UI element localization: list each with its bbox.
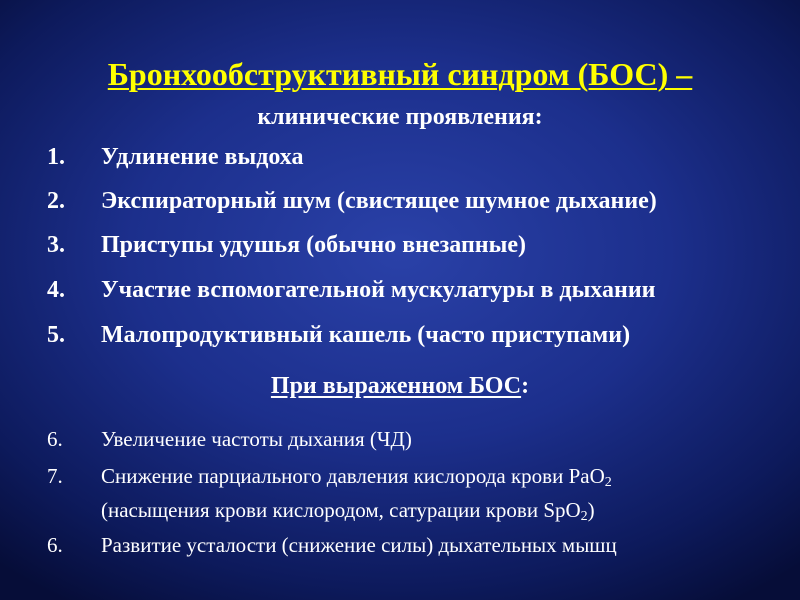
slide-title: Бронхообструктивный синдром (БОС) – bbox=[107, 56, 693, 92]
text-part: (насыщения крови кислородом, сатурации крови SpO bbox=[101, 498, 581, 522]
list-item-number: 1. bbox=[47, 144, 65, 170]
list-item-number: 5. bbox=[47, 322, 65, 348]
slide-subtitle: клинические проявления: bbox=[257, 104, 543, 130]
sub-list-item-text bbox=[101, 496, 595, 524]
list-item bbox=[0, 185, 800, 217]
sub-list-item-continuation bbox=[0, 496, 800, 524]
sub-list-item-text bbox=[101, 462, 612, 490]
sub-list-item bbox=[0, 425, 800, 453]
section-heading-text: При выраженном БОС bbox=[270, 373, 522, 399]
section-heading bbox=[0, 370, 800, 402]
list-item-number: 4. bbox=[47, 277, 65, 303]
sub-list-item-text: Развитие усталости (снижение силы) дыхательных мышц bbox=[101, 533, 617, 557]
section-heading-colon: : bbox=[521, 373, 530, 399]
sub-list-item-number: 7. bbox=[47, 464, 63, 488]
sub-list-item-text: Увеличение частоты дыхания (ЧД) bbox=[101, 427, 412, 451]
list-item-text: Экспираторный шум (свистящее шумное дыхание) bbox=[101, 188, 657, 214]
subscript: 2 bbox=[604, 475, 612, 490]
list-item bbox=[0, 274, 800, 306]
subscript: 2 bbox=[580, 509, 588, 524]
list-item bbox=[0, 141, 800, 173]
list-item-number: 3. bbox=[47, 232, 65, 258]
sub-list-item-number: 6. bbox=[47, 533, 63, 557]
sub-list-item bbox=[0, 462, 800, 490]
text-part: Снижение парциального давления кислорода крови PaO bbox=[101, 464, 605, 488]
list-item-text: Удлинение выдоха bbox=[101, 144, 304, 170]
list-item bbox=[0, 229, 800, 261]
sub-list-item-number: 6. bbox=[47, 427, 63, 451]
sub-list-item bbox=[0, 531, 800, 559]
list-item-number: 2. bbox=[47, 188, 65, 214]
list-item-text: Приступы удушья (обычно внезапные) bbox=[101, 232, 527, 258]
list-item bbox=[0, 319, 800, 351]
list-item-text: Участие вспомогательной мускулатуры в дыхании bbox=[101, 277, 656, 303]
text-part: ) bbox=[587, 498, 595, 522]
list-item-text: Малопродуктивный кашель (часто приступами) bbox=[101, 322, 631, 348]
